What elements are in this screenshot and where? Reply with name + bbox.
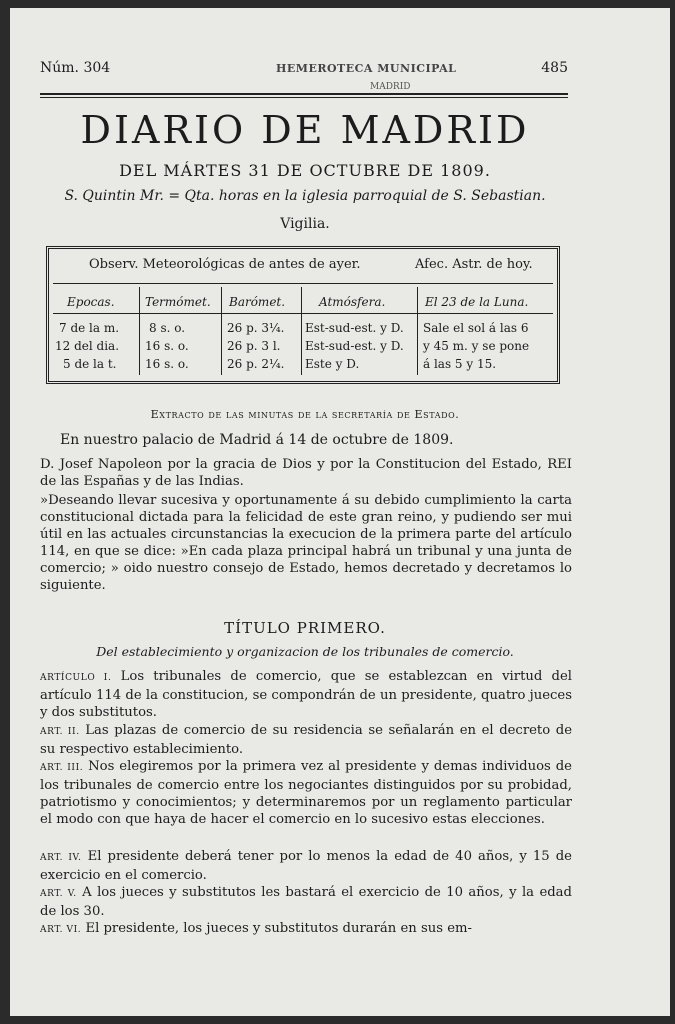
luna-line-2: y 45 m. y se pone — [423, 339, 530, 353]
row2-epoca: 12 del dia. — [55, 339, 120, 353]
article-text: A los jueces y substitutos les bastará el exercicio de 10 años, y la edad de los 30. — [40, 885, 572, 919]
article-text: Las plazas de comercio de su residencia se señalarán en el decreto de su respectivo establecimiento. — [40, 723, 572, 757]
article-2 — [40, 722, 572, 758]
article-label: ART. II. — [40, 727, 80, 737]
col-atmosfera: Atmósfera. — [319, 295, 386, 309]
article-label: ART. IV. — [40, 853, 82, 863]
decree-body: »Deseando llevar sucesiva y oportunamente á su debido cumplimiento la carta constitucional dictada para la felicidad de este gran reino, y pudiendo ser mui útil en las actuales circunstancias la execucion de la primera parte del artículo 114, en que se dice: »En cada plaza principal habrá un tribunal y una junta de comercio; » oido nuestro consejo de Estado, hemos decretado y decretamos lo siguiente. — [40, 493, 572, 593]
row3-atmos: Este y D. — [305, 357, 360, 371]
article-text: El presidente, los jueces y substitutos durarán en sus em- — [85, 921, 472, 936]
newspaper-title: DIARIO DE MADRID — [80, 108, 530, 152]
weather-left-header: Observ. Meteorológicas de antes de ayer. — [89, 257, 361, 272]
article-6 — [40, 920, 572, 939]
weather-divider — [221, 287, 222, 375]
issue-date: DEL MÁRTES 31 DE OCTUBRE DE 1809. — [119, 161, 491, 180]
weather-rule-top — [53, 283, 553, 284]
article-label: ART. VI. — [40, 925, 82, 935]
weather-divider — [417, 287, 418, 375]
article-1 — [40, 668, 572, 721]
luna-line-3: á las 5 y 15. — [423, 357, 497, 371]
article-text: Nos elegiremos por la primera vez al presidente y demas individuos de los tribunales de comercio entre los negociantes distinguidos por su probidad, patriotismo y conocimientos; y determinaremos por un reglamento particular el modo con que haya de hacer el comercio en lo sucesivo estas elecciones. — [40, 759, 572, 827]
weather-right-header: Afec. Astr. de hoy. — [415, 257, 533, 272]
title-primero: TÍTULO PRIMERO. — [224, 619, 386, 637]
header-rule — [40, 93, 568, 95]
row3-baro: 26 p. 2¼. — [227, 357, 285, 371]
col-epocas: Epocas. — [67, 295, 115, 309]
article-label: ART. III. — [40, 763, 84, 773]
article-label: ARTÍCULO I. — [40, 673, 112, 683]
article-label: ART. V. — [40, 889, 77, 899]
extract-heading: Extracto de las minutas de la secretaría de Estado. — [150, 408, 460, 421]
col-luna: El 23 de la Luna. — [425, 295, 529, 309]
article-4 — [40, 848, 572, 884]
saints-line: S. Quintin Mr. = Qta. horas en la iglesia parroquial de S. Sebastian. — [64, 188, 546, 204]
palace-line: En nuestro palacio de Madrid á 14 de octubre de 1809. — [60, 432, 454, 448]
row1-termo: 8 s. o. — [149, 321, 186, 335]
newspaper-page — [10, 8, 670, 1016]
article-text: El presidente deberá tener por lo menos la edad de 40 años, y 15 de exercicio en el comercio. — [40, 849, 572, 883]
row3-epoca: 5 de la t. — [63, 357, 117, 371]
title-subtitle: Del establecimiento y organizacion de los tribunales de comercio. — [96, 644, 514, 659]
row2-baro: 26 p. 3 l. — [227, 339, 281, 353]
row1-atmos: Est-sud-est. y D. — [305, 321, 404, 335]
luna-line-1: Sale el sol á las 6 — [423, 321, 529, 335]
library-stamp-city: MADRID — [370, 82, 411, 92]
col-barometro: Barómet. — [229, 295, 286, 309]
page-header — [40, 60, 568, 90]
issue-number: Núm. 304 — [40, 60, 111, 76]
weather-rule-mid — [53, 313, 553, 314]
article-3 — [40, 758, 572, 828]
row2-termo: 16 s. o. — [145, 339, 189, 353]
vigil-line: Vigilia. — [280, 216, 330, 232]
decree-intro: D. Josef Napoleon por la gracia de Dios y por la Constitucion del Estado, REI de las Españas y de las Indias. — [40, 457, 572, 489]
header-rule-thin — [40, 97, 568, 98]
row1-epoca: 7 de la m. — [59, 321, 120, 335]
article-text: Los tribunales de comercio, que se establezcan en virtud del artículo 114 de la constitucion, se compondrán de un presidente, quatro jueces y dos substitutos. — [40, 669, 572, 720]
weather-table — [46, 246, 560, 384]
weather-divider — [301, 287, 302, 375]
article-5 — [40, 884, 572, 920]
library-stamp: HEMEROTECA MUNICIPAL — [276, 62, 457, 75]
row3-termo: 16 s. o. — [145, 357, 189, 371]
weather-divider — [139, 287, 140, 375]
row1-baro: 26 p. 3¼. — [227, 321, 285, 335]
row2-atmos: Est-sud-est. y D. — [305, 339, 404, 353]
col-termometro: Termómet. — [145, 295, 211, 309]
page-number: 485 — [541, 60, 568, 76]
